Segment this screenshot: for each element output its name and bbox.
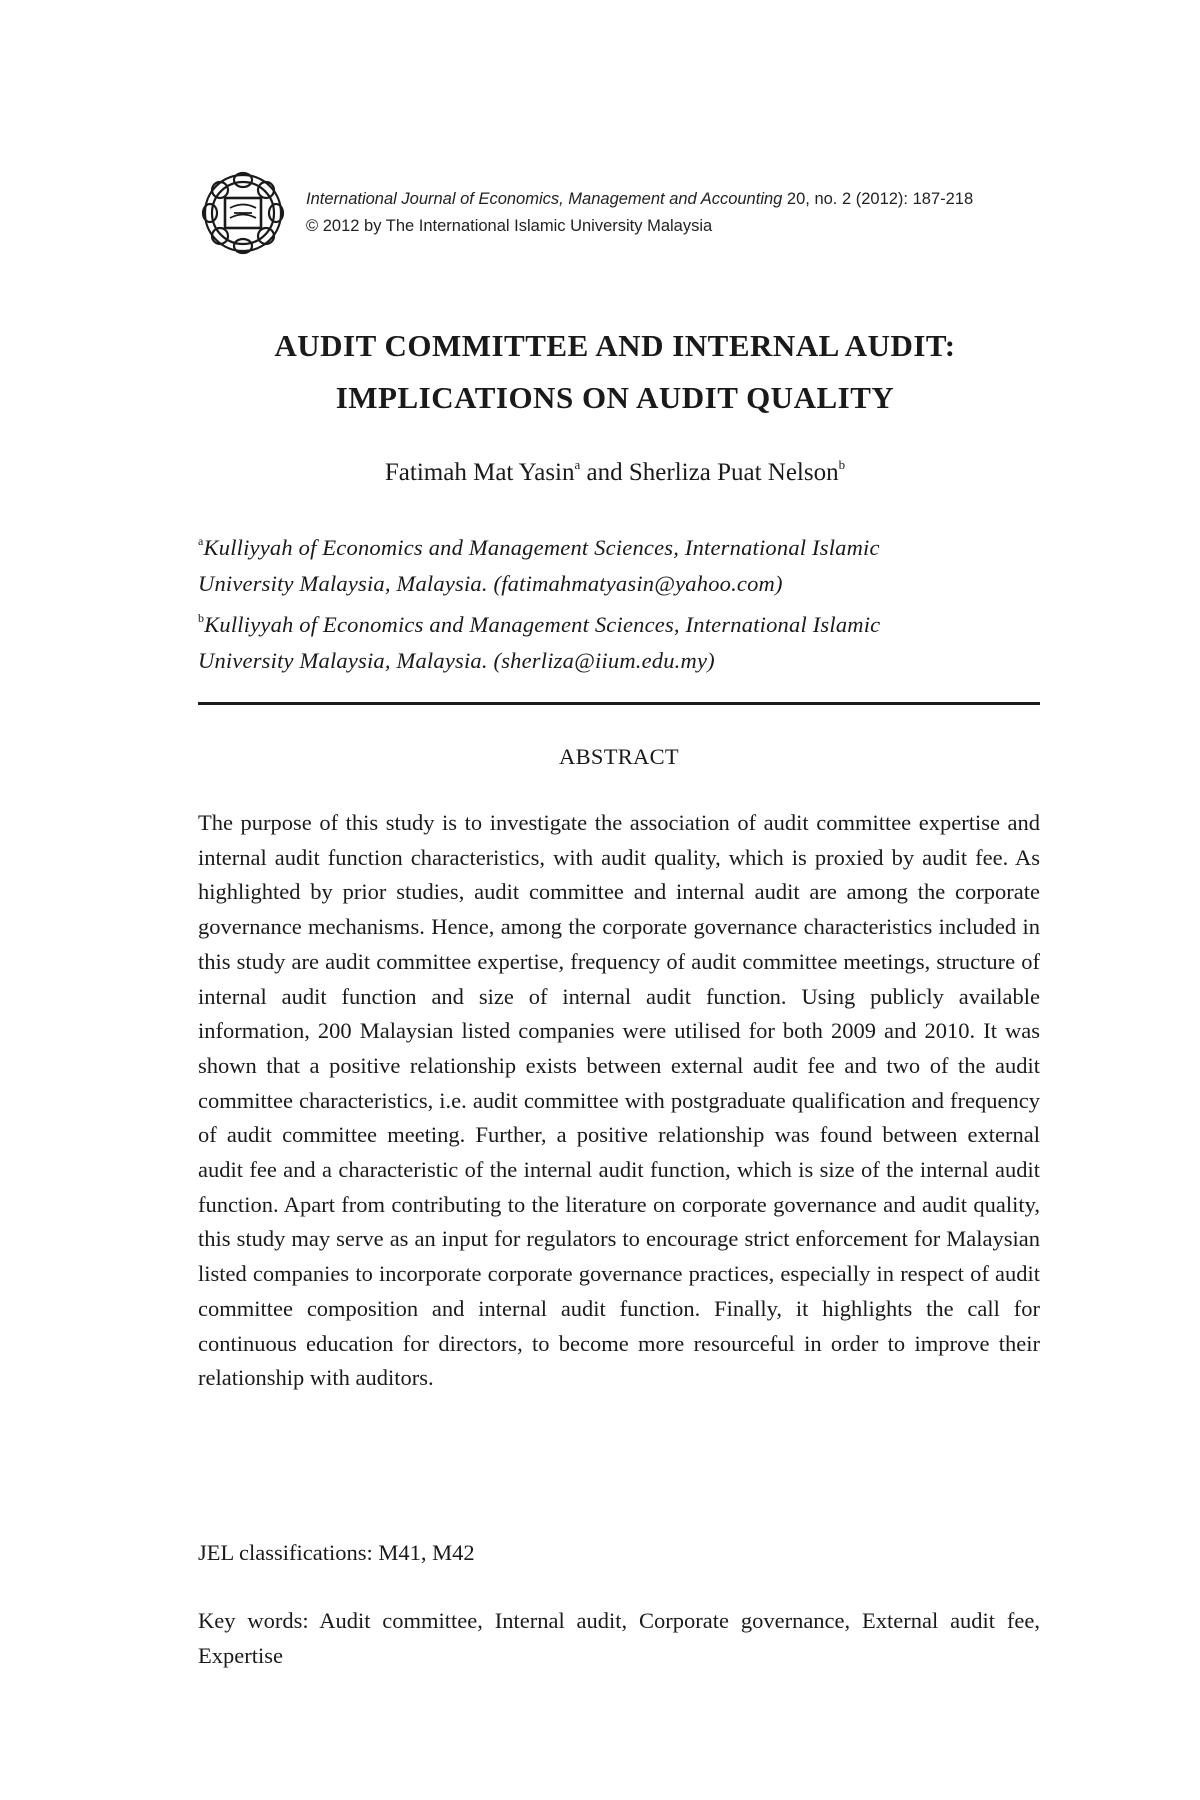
journal-citation [306,186,973,240]
journal-name: International Journal of Economics, Management and Accounting [306,190,783,208]
paper-title [150,320,1080,424]
abstract-body: The purpose of this study is to investigate the association of audit committee expertise and internal audit function characteristics, with audit quality, which is proxied by audit fee. As highlighted by prior studies, audit committee and internal audit are among the corporate governance mechanisms. Hence, among the corporate governance characteristics included in this study are audit committee expertise, frequency of audit committee meetings, structure of internal audit function and size of internal audit function. Using publicly available information, 200 Malaysian listed companies were utilised for both 2009 and 2010. It was shown that a positive relationship exists between external audit fee and two of the audit committee characteristics, i.e. audit committee with postgraduate qualification and frequency of audit committee meeting. Further, a positive relationship was found between external audit fee and a characteristic of the internal audit function, which is size of the internal audit function. Apart from contributing to the literature on corporate governance and audit quality, this study may serve as an input for regulators to encourage strict enforcement for Malaysian listed companies to incorporate corporate governance practices, especially in respect of audit committee composition and internal audit function. Finally, it highlights the call for continuous education for directors, to become more resourceful in order to improve their relationship with auditors. [198,810,1040,1391]
author-name: Fatimah Mat Yasin [384,459,575,486]
author-connector: and [580,459,629,486]
affiliation-text: Kulliyyah of Economics and Management Sciences, International Islamic [204,612,881,637]
affiliation-b-line-2: University Malaysia, Malaysia. (sherliza@iium.edu.my) [198,647,715,673]
jel-classifications: JEL classifications: M41, M42 [198,1540,475,1565]
affiliation-a-line-2: University Malaysia, Malaysia. (fatimahmatyasin@yahoo.com) [198,570,783,596]
affiliation-mark: a [574,457,581,472]
iium-logo-icon [198,168,288,258]
paper-title-line-1: AUDIT COMMITTEE AND INTERNAL AUDIT: [274,328,956,363]
author-name: Sherliza Puat Nelson [628,459,839,486]
journal-header [198,168,1058,258]
affiliation-a-line-1 [198,524,1048,566]
affiliation-mark: a [198,534,204,548]
paper-title-line-2: IMPLICATIONS ON AUDIT QUALITY [335,380,895,415]
affiliation-mark: b [838,457,846,472]
copyright-notice: © 2012 by The International Islamic University Malaysia [306,217,713,235]
journal-issue: 20, no. 2 (2012): 187-218 [782,190,974,208]
affiliation-mark: b [198,611,205,625]
affiliations [198,524,1048,678]
keywords: Key words: Audit committee, Internal audit, Corporate governance, External audit fee, Expertise [198,1608,1040,1668]
affiliation-text: Kulliyyah of Economics and Management Sciences, International Islamic [203,535,880,560]
abstract-heading: ABSTRACT [559,744,679,769]
affiliation-b-line-1 [198,601,1048,643]
author-list [150,448,1080,490]
section-divider [198,702,1040,705]
